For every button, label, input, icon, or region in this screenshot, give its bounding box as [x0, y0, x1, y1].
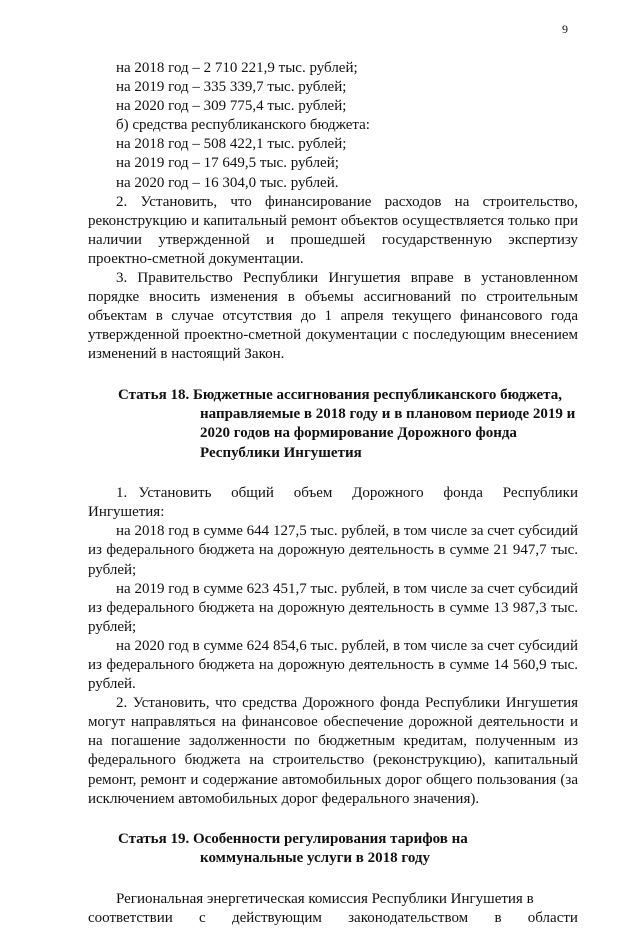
item-word: объем [293, 485, 333, 502]
paragraph-3: 3. Правительство Республики Ингушетия вправе в установленном порядке вносить изменения в объемы ассигнований по строительным объектам в случае отсутствия до 1 апреля текущего финансового года утвержденной проектно-сметной документации с последующим внесением изменений в настоящий Закон. [88, 270, 578, 363]
article-18-title-line: Бюджетные ассигнования республиканского бюджета, [192, 386, 562, 403]
funding-line: на 2020 год – 309 775,4 тыс. рублей; [116, 98, 347, 115]
article-18-title [118, 386, 588, 464]
article-19-title-line: Особенности регулирования тарифов на [192, 830, 468, 847]
article-19-text-line: Региональная энергетическая комиссия Республики Ингушетия в [116, 890, 534, 907]
article-18-title-line: Республики Ингушетия [200, 444, 362, 461]
funding-line: на 2018 год – 508 422,1 тыс. рублей; [116, 136, 347, 153]
text-word: действующим [231, 909, 322, 926]
article-19-title [118, 830, 588, 869]
item-continuation: Ингушетия: [88, 504, 165, 521]
funding-line: на 2018 год – 2 710 221,9 тыс. рублей; [116, 60, 358, 76]
item-word: 1. Установить [116, 485, 212, 502]
funding-list [88, 59, 578, 193]
funding-line: б) средства республиканского бюджета: [116, 117, 370, 134]
funding-line: на 2019 год – 335 339,7 тыс. рублей; [116, 79, 347, 96]
text-word: соответствии [88, 909, 173, 926]
text-word: в [494, 909, 502, 926]
article-18-item-2: 2. Установить, что средства Дорожного фонда Республики Ингушетия могут направляться на финансовое обеспечение дорожной деятельности и на погашение задолженности по бюджетным кредитам, полученным из федерального бюджета на строительство (реконструкцию), капитальный ремонт, ремонт и содержание автомобильных дорог общего пользования (за исключением автомобильных дорог федерального значения). [88, 695, 578, 807]
item-word: Республики [502, 485, 578, 502]
article-18-head: Статья 18. [118, 386, 190, 403]
item-word: Дорожного [352, 485, 424, 502]
article-18-item-1 [88, 484, 578, 522]
funding-line: на 2019 год – 17 649,5 тыс. рублей; [116, 155, 339, 172]
amount-2020: на 2020 год в сумме 624 854,6 тыс. рублей, в том числе за счет субсидий из федерального бюджета на дорожную деятельность в сумме 14 560,9 тыс. рублей. [88, 637, 578, 693]
article-19-title-line: коммунальные услуги в 2018 году [200, 850, 430, 867]
amount-2018: на 2018 год в сумме 644 127,5 тыс. рублей, в том числе за счет субсидий из федерального бюджета на дорожную деятельность в сумме 21 947,7 тыс. рублей; [88, 523, 578, 578]
page-number: 9 [562, 22, 568, 36]
amount-2019: на 2019 год в сумме 623 451,7 тыс. рублей, в том числе за счет субсидий из федерального бюджета на дорожную деятельность в сумме 13 987,3 тыс. рублей; [88, 580, 578, 635]
text-word: области [527, 909, 578, 926]
article-19-text-line-2 [88, 909, 578, 928]
article-19-head: Статья 19. [118, 830, 190, 847]
item-word: фонда [443, 485, 483, 502]
article-18-title-line: 2020 годов на формирование Дорожного фонда [200, 425, 517, 442]
item-word: общий [231, 485, 274, 502]
funding-line: на 2020 год – 16 304,0 тыс. рублей. [116, 174, 339, 191]
article-18-title-line: направляемые в 2018 году и в плановом периоде 2019 и [200, 405, 576, 422]
text-word: законодательством [348, 909, 469, 926]
paragraph-2: 2. Установить, что финансирование расходов на строительство, реконструкцию и капитальный ремонт объектов осуществляется только при наличии утвержденной и прошедшей государственную экспертизу проектно-сметной документации. [88, 193, 578, 267]
text-word: с [199, 909, 206, 926]
document-body [88, 59, 578, 928]
